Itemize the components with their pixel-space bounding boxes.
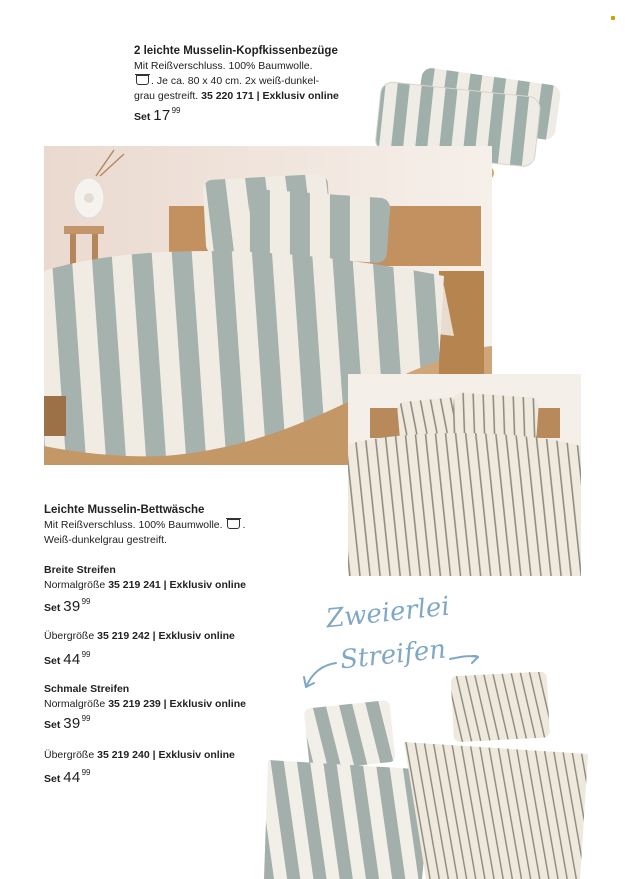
narrow-normal-code: 35 219 239 | Exklusiv online <box>108 698 246 710</box>
pillow-desc-line3 <box>134 89 374 104</box>
price-prefix: Set <box>44 719 61 731</box>
pillow-desc-line3-text: grau gestreift. <box>134 90 199 102</box>
wide-normal-line <box>44 578 304 593</box>
price-cents: 99 <box>81 768 91 777</box>
wide-over-price <box>44 650 90 668</box>
pillow-title: 2 leichte Musselin-Kopfkissenbezüge <box>134 45 338 57</box>
arrow-right-icon <box>450 655 478 663</box>
bedding-desc-line2: Weiß-dunkelgrau gestreift. <box>44 534 167 546</box>
handwritten-line2: Streifen <box>338 634 448 676</box>
bedding-title: Leichte Musselin-Bettwäsche <box>44 504 205 516</box>
price-cents: 99 <box>171 106 181 115</box>
narrow-stripes-product-svg <box>402 672 590 879</box>
arrow-left-icon <box>304 663 336 687</box>
pillow-price <box>134 106 180 124</box>
narrow-normal-label: Normalgröße <box>44 698 106 710</box>
wide-stripes-block <box>44 563 304 593</box>
wide-normal-code: 35 219 241 | Exklusiv online <box>108 579 246 591</box>
pillow-text-block <box>134 44 374 104</box>
price-main: 39 <box>63 598 81 615</box>
narrow-stripes-product-image <box>402 672 590 879</box>
price-prefix: Set <box>44 602 61 614</box>
pillow-article-code: 35 220 171 | Exklusiv online <box>201 90 339 102</box>
price-main: 44 <box>63 651 81 668</box>
wide-normal-price <box>44 597 90 615</box>
wide-normal-label: Normalgröße <box>44 579 106 591</box>
pillow-desc-line2 <box>134 74 374 89</box>
washing-tub-icon <box>227 519 240 529</box>
narrow-stripes-photo-svg <box>348 374 581 576</box>
bedding-desc-line1-text: Mit Reißverschluss. 100% Baumwolle. <box>44 519 223 531</box>
handwritten-line1: Zweierlei <box>324 591 452 635</box>
price-cents: 99 <box>81 650 91 659</box>
wide-over-code: 35 219 242 | Exklusiv online <box>97 630 235 642</box>
wide-over-label: Übergröße <box>44 630 95 642</box>
pillow-desc-line2-text: . Je ca. 80 x 40 cm. 2x weiß-dunkel- <box>151 75 320 87</box>
narrow-stripes-heading: Schmale Streifen <box>44 683 130 695</box>
narrow-over-price <box>44 768 90 786</box>
price-main: 44 <box>63 769 81 786</box>
price-prefix: Set <box>134 111 151 123</box>
narrow-normal-price <box>44 714 90 732</box>
bedding-text-block <box>44 503 304 548</box>
corner-mark <box>611 16 615 20</box>
washing-tub-icon <box>136 75 149 85</box>
narrow-over-label: Übergröße <box>44 749 95 761</box>
price-prefix: Set <box>44 655 61 667</box>
price-cents: 99 <box>81 714 91 723</box>
wide-over-line <box>44 629 304 644</box>
price-main: 39 <box>63 715 81 732</box>
wide-stripes-heading: Breite Streifen <box>44 564 116 576</box>
narrow-stripes-photo <box>348 374 581 576</box>
price-prefix: Set <box>44 773 61 785</box>
narrow-over-code: 35 219 240 | Exklusiv online <box>97 749 235 761</box>
bedding-desc-line1 <box>44 518 304 533</box>
price-main: 17 <box>153 107 171 124</box>
pillow-desc-line1: Mit Reißverschluss. 100% Baumwolle. <box>134 60 313 72</box>
price-cents: 99 <box>81 597 91 606</box>
bedding-desc-line1-suffix: . <box>242 519 246 531</box>
